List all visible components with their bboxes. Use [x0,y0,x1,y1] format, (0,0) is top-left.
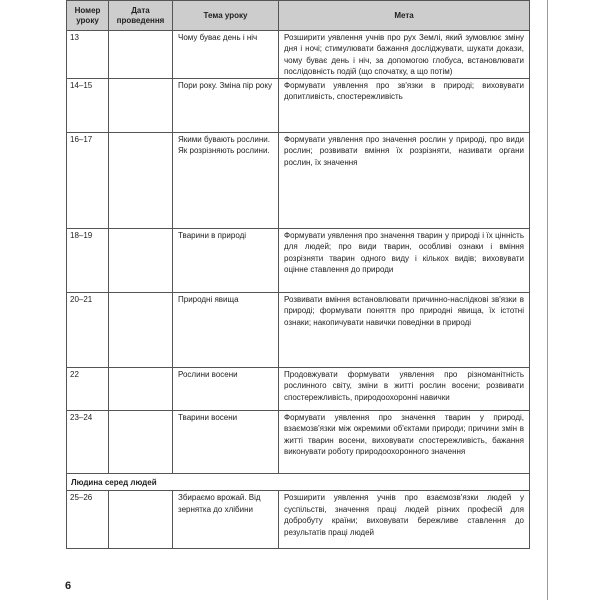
lesson-number: 25–26 [67,491,109,549]
lesson-number: 22 [67,368,109,411]
lesson-topic: Пори року. Зміна пір року [173,79,279,133]
header-date: Дата проведення [109,1,173,31]
page-number: 6 [65,580,72,592]
lesson-date [109,31,173,79]
lesson-number: 18–19 [67,229,109,293]
table-row [67,31,530,79]
header-lesson-number: Номер уроку [67,1,109,31]
lesson-number: 16–17 [67,133,109,229]
lesson-goal: Формувати уявлення про значення тварин у природі і їх цінність для людей; про види тварин, особливі ознаки і вміння розрізняти тварин одного виду і кількох видів; виховувати оцінне ставлення до природи [279,229,530,293]
table-row [67,411,530,474]
lesson-plan-table [66,0,530,549]
lesson-goal: Формувати уявлення про значення тварин у природі, взаємозв'язки між окремими об'єктами природи; причини змін в житті тварин восени, виховувати спостережливість, бажання виконувати роботу природоохоронного значення [279,411,530,474]
table-row [67,368,530,411]
lesson-number: 23–24 [67,411,109,474]
lesson-number: 20–21 [67,293,109,368]
lesson-topic: Збираємо врожай. Від зернятка до хлібини [173,491,279,549]
table-row [67,293,530,368]
lesson-topic: Тварини восени [173,411,279,474]
section-header-row [67,474,530,491]
lesson-topic: Тварини в природі [173,229,279,293]
lesson-goal: Розширити уявлення учнів про рух Землі, який зумовлює зміну дня і ночі; стимулювати бажання досліджувати, шукати докази, чому буває день і ніч, за допомогою глобуса, встановлювати послідовність подій (що спочатку, а що потім) [279,31,530,79]
lesson-topic: Якими бувають рослини. Як розрізняють рослини. [173,133,279,229]
section-title: Людина серед людей [67,474,530,491]
lesson-goal: Розширити уявлення учнів про взаємозв'язки людей у суспільстві, значення праці людей різних професій для добробуту країни; виховувати бережливе ставлення до результатів праці людей [279,491,530,549]
table-row [67,229,530,293]
lesson-goal: Формувати уявлення про зв'язки в природі; виховувати допитливість, спостережливість [279,79,530,133]
lesson-goal: Формувати уявлення про значення рослин у природі, про види рослин; розвивати вміння їх розрізняти, називати органи рослин, їх значення [279,133,530,229]
lesson-topic: Природні явища [173,293,279,368]
table-row [67,79,530,133]
header-topic: Тема уроку [173,1,279,31]
table-row [67,133,530,229]
table-header-row [67,1,530,31]
lesson-date [109,79,173,133]
lesson-date [109,411,173,474]
lesson-topic: Чому буває день і ніч [173,31,279,79]
lesson-number: 14–15 [67,79,109,133]
lesson-goal: Розвивати вміння встановлювати причинно-наслідкові зв'язки в природі; формувати поняття про природні явища, їх істотні ознаки; накопичувати навички поведінки в природі [279,293,530,368]
lesson-date [109,293,173,368]
header-goal: Мета [279,1,530,31]
lesson-date [109,229,173,293]
lesson-date [109,133,173,229]
lesson-topic: Рослини восени [173,368,279,411]
page-edge-line [547,0,548,600]
table-row [67,491,530,549]
lesson-goal: Продовжувати формувати уявлення про різноманітність рослинного світу, зміни в житті рослин восени; розвивати спостережливість, природоохоронні навички [279,368,530,411]
lesson-date [109,491,173,549]
lesson-date [109,368,173,411]
lesson-number: 13 [67,31,109,79]
